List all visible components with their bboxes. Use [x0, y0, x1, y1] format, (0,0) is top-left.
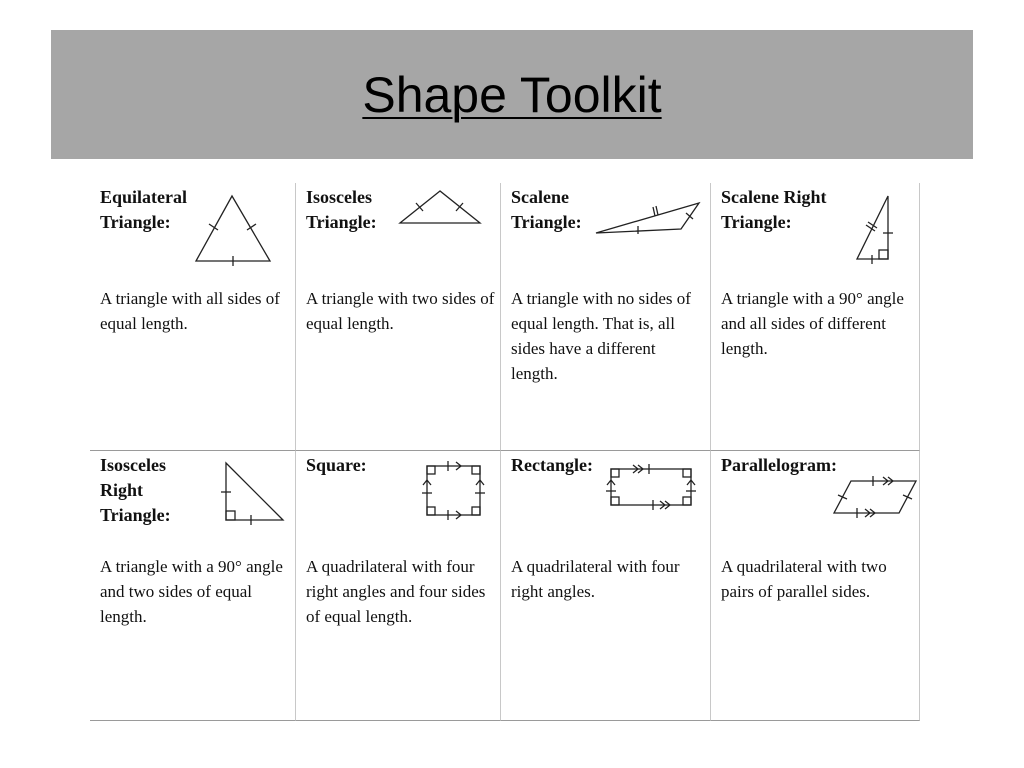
- rectangle-icon: [605, 461, 697, 511]
- shape-description: A triangle with a 90° angle and all sides of different length.: [721, 289, 904, 358]
- shape-description: A quadrilateral with two pairs of parallel sides.: [721, 557, 887, 601]
- shape-name: Isosceles Triangle:: [306, 187, 377, 232]
- page-title: Shape Toolkit: [362, 66, 662, 123]
- square-icon: [420, 459, 488, 521]
- scalene-triangle-icon: [593, 199, 705, 239]
- isosceles-right-triangle-icon: [218, 459, 288, 525]
- shape-description: A quadrilateral with four right angles and four sides of equal length.: [306, 557, 486, 626]
- shape-name: Scalene Right Triangle:: [721, 187, 827, 232]
- shape-cell-scalene-right: [711, 183, 920, 451]
- shape-name: Equilateral Triangle:: [100, 187, 188, 232]
- scalene-right-triangle-icon: [853, 193, 905, 265]
- shape-cell-rectangle: [501, 451, 711, 721]
- shape-description: A triangle with a 90° angle and two sides of equal length.: [100, 557, 283, 626]
- shape-name: Isosceles Right Triangle:: [100, 455, 171, 525]
- isosceles-triangle-icon: [396, 188, 484, 228]
- shape-cell-isosceles: [296, 183, 501, 451]
- shape-cell-parallelogram: [711, 451, 920, 721]
- shape-name: Rectangle:: [511, 455, 593, 475]
- title-banner: [51, 30, 973, 159]
- shape-cell-equilateral: [90, 183, 296, 451]
- shape-name: Parallelogram:: [721, 455, 837, 475]
- shape-name: Square:: [306, 455, 367, 475]
- shape-name: Scalene Triangle:: [511, 187, 582, 232]
- shape-description: A triangle with all sides of equal length.: [100, 289, 280, 333]
- shape-description: A triangle with no sides of equal length. That is, all sides have a different length.: [511, 289, 691, 383]
- shape-cell-isosceles-right: [90, 451, 296, 721]
- shape-description: A quadrilateral with four right angles.: [511, 557, 680, 601]
- shape-table: [90, 183, 920, 721]
- shape-cell-square: [296, 451, 501, 721]
- shape-description: A triangle with two sides of equal length.: [306, 289, 495, 333]
- parallelogram-icon: [833, 475, 919, 519]
- equilateral-triangle-icon: [190, 191, 275, 266]
- shape-cell-scalene: [501, 183, 711, 451]
